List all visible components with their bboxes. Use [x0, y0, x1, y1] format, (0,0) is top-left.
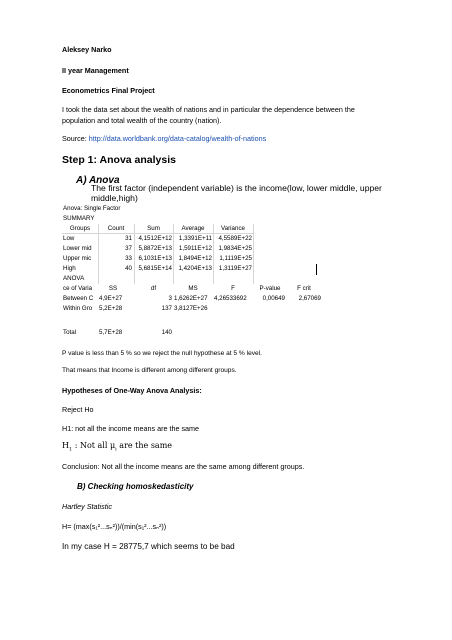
cell: 140: [161, 329, 172, 336]
cell: 33: [125, 255, 132, 262]
author-name: Aleksey Narko: [62, 45, 112, 54]
cell: 5,8872E+13: [138, 245, 172, 252]
intro-line-1: I took the data set about the wealth of nations and in particular the dependence between the: [62, 105, 355, 114]
formula-sub: 1: [68, 446, 73, 453]
cell: 4,1512E+12: [138, 235, 172, 242]
col-df: df: [150, 285, 157, 292]
cell: 1,3119E+27: [218, 265, 252, 272]
col-ms: MS: [188, 285, 198, 292]
col-f: F: [231, 285, 235, 292]
sheet-title: Anova: Single Factor: [63, 205, 121, 212]
cell: 40: [125, 265, 132, 272]
hartley-result: In my case H = 28775,7 which seems to be bad: [62, 542, 235, 551]
anova-spreadsheet: [62, 204, 322, 340]
cell: 137: [161, 305, 172, 312]
cell: 5,2E+28: [99, 305, 123, 312]
cell: 5,6815E+14: [138, 265, 172, 272]
source-label: Source:: [62, 134, 89, 143]
homoskedasticity-subheading: B) Checking homoskedasticity: [77, 482, 194, 491]
cell: 4,5589E+22: [218, 235, 252, 242]
project-title: Econometrics Final Project: [62, 86, 155, 95]
col-variance: Variance: [221, 225, 245, 232]
cell: 1,6262E+27: [174, 295, 208, 302]
formula-end: are the same: [116, 441, 173, 450]
col-count: Count: [107, 225, 125, 232]
anova-label: ANOVA: [63, 275, 85, 282]
cell: Within Gro: [63, 305, 93, 312]
meaning-note: That means that Income is different among different groups.: [62, 367, 237, 374]
cell: 1,9834E+25: [218, 245, 252, 252]
bracket-mark: [316, 264, 320, 275]
hypotheses-title: Hypotheses of One-Way Anova Analysis:: [62, 386, 202, 395]
formula-rest: : Not all μ: [72, 441, 116, 450]
cell: Low: [63, 235, 75, 242]
col-groups: Groups: [69, 225, 91, 232]
intro-line-2: population and total wealth of the country (nation).: [62, 116, 222, 125]
cell: 1,4204E+13: [178, 265, 212, 272]
step1-heading: Step 1: Anova analysis: [62, 154, 176, 166]
p-value-note: P value is less than 5 % so we reject the null hypothese at 5 % level.: [62, 350, 263, 357]
h1-formula: [62, 441, 172, 453]
hartley-label: Hartley Statistic: [62, 502, 112, 511]
col-fcrit: F crit: [297, 285, 311, 292]
col-pvalue: P-value: [259, 285, 281, 292]
cell: 1,8494E+12: [178, 255, 212, 262]
cell: 37: [125, 245, 132, 252]
cell: 3,8127E+26: [174, 305, 208, 312]
cell: Total: [63, 329, 77, 336]
cell: 3: [168, 295, 172, 302]
hartley-formula: H= (max(s₁²...sₙ²))/(min(s₁²...sₙ²)): [62, 522, 167, 531]
cell: Upper mic: [63, 255, 92, 262]
cell: 4,26533692: [214, 295, 247, 302]
cell: 6,1031E+13: [138, 255, 172, 262]
cell: 1,3391E+11: [178, 235, 212, 242]
source-link[interactable]: http://data.worldbank.org/data-catalog/wealth-of-nations: [88, 134, 267, 143]
formula-h: H: [62, 441, 69, 450]
factor-description: The first factor (independent variable) is the income(low, lower middle, upper middle,high): [91, 183, 382, 203]
col-ss: SS: [108, 285, 118, 292]
year-label: II year Management: [62, 66, 129, 75]
source-line: [62, 134, 266, 143]
conclusion: Conclusion: Not all the income means are the same among different groups.: [62, 462, 305, 471]
cell: High: [63, 265, 76, 272]
cell: Between C: [63, 295, 94, 302]
summary-label: SUMMARY: [63, 215, 95, 222]
col-source: ce of Varia: [63, 285, 93, 292]
cell: 0,00649: [262, 295, 285, 302]
col-sum: Sum: [147, 225, 160, 232]
anova-subheading: A) Anova: [76, 175, 120, 186]
cell: 1,1119E+25: [219, 255, 252, 262]
cell: Lower mid: [63, 245, 92, 252]
cell: 1,5911E+12: [178, 245, 212, 252]
col-average: Average: [181, 225, 205, 232]
cell: 31: [125, 235, 132, 242]
cell: 2,67069: [298, 295, 321, 302]
cell: 5,7E+28: [99, 329, 123, 336]
h1-statement: H1: not all the income means are the same: [62, 424, 200, 433]
formula-sub2: i: [115, 446, 117, 453]
reject-ho: Reject Ho: [62, 405, 94, 414]
cell: 4,9E+27: [99, 295, 123, 302]
